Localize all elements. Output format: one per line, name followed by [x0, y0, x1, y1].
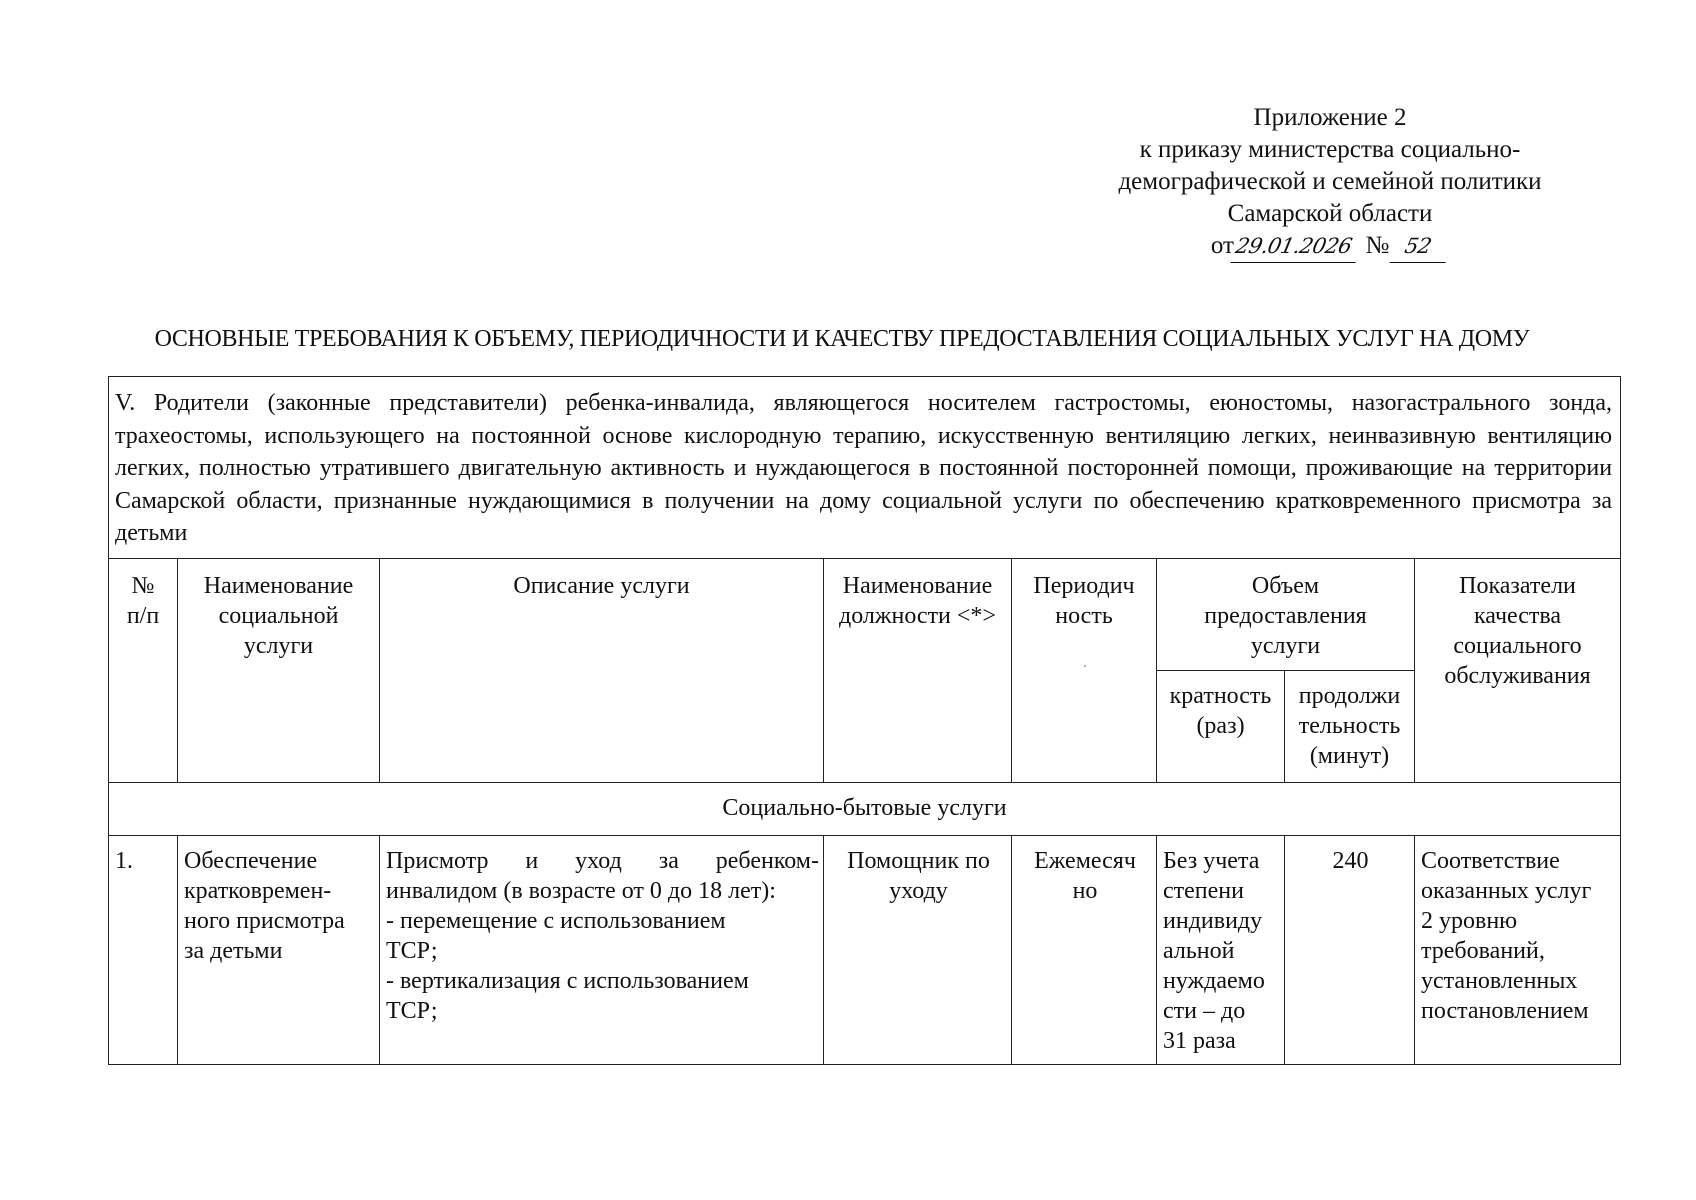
col-volume-line: предоставления: [1204, 602, 1367, 629]
appendix-region-line: Самарской области: [1227, 200, 1433, 227]
requirements-table: [108, 376, 1621, 1065]
row-position: [824, 835, 1012, 1064]
col-duration-line: тельность: [1298, 712, 1401, 739]
col-quality-line: обслуживания: [1444, 662, 1591, 689]
frequency-line: сти – до: [1163, 997, 1246, 1024]
group-row: [109, 377, 1621, 559]
position-line: Помощник по: [847, 847, 990, 874]
col-volume-line: услуги: [1250, 632, 1321, 659]
col-header-volume: [1157, 558, 1415, 670]
quality-line: оказанных услуг: [1421, 877, 1592, 904]
col-quality-line: социального: [1453, 632, 1582, 659]
frequency-line: альной: [1163, 937, 1235, 964]
frequency-line: степени: [1163, 877, 1244, 904]
row-description: [380, 835, 824, 1064]
col-header-position: [824, 558, 1012, 782]
service-name-line: кратковремен-: [184, 877, 332, 904]
description-line: Присмотр и уход за ребенком-: [386, 847, 819, 874]
quality-line: установленных: [1421, 967, 1578, 994]
periodicity-line: но: [1072, 877, 1098, 904]
description-line: - вертикализация с использованием: [386, 967, 749, 994]
col-num-line: №: [131, 572, 155, 599]
col-position-line: Наименование: [842, 572, 993, 599]
frequency-line: нуждаемо: [1163, 967, 1265, 994]
document-title: ОСНОВНЫЕ ТРЕБОВАНИЯ К ОБЪЕМУ, ПЕРИОДИЧНОСТИ И КАЧЕСТВУ ПРЕДОСТАВЛЕНИЯ СОЦИАЛЬНЫХ УСЛУГ НА ДОМУ: [154, 326, 1530, 352]
row-frequency: [1157, 835, 1285, 1064]
col-volume-line: Объем: [1251, 572, 1320, 599]
position-line: уходу: [889, 877, 948, 904]
col-service-line: Наименование: [203, 572, 354, 599]
row-duration: 240: [1285, 835, 1415, 1064]
row-service-name: [178, 835, 380, 1064]
quality-line: постановлением: [1421, 997, 1589, 1024]
col-duration-line: (минут): [1309, 742, 1390, 769]
col-service-line: услуги: [243, 632, 314, 659]
section-title: Социально-бытовые услуги: [109, 782, 1621, 835]
appendix-header: [1080, 102, 1580, 263]
col-header-num: [109, 558, 178, 782]
header-row-1: [109, 558, 1621, 670]
recipient-group-text: V. Родители (законные представители) ребенка-инвалида, являющегося носителем гастростомы, еюностомы, назогастрального зонда, трахеостомы, использующего на постоянной основе кислородную терапию, искусственную вентиляцию легких, неинвазивную вентиляцию легких, полностью утратившего двигательную активность и нуждающегося в постоянной посторонней помощи, проживающие на территории Самарской области, признанные нуждающимися в получении на дому социальной услуги по обеспечению кратковременного присмотра за детьми: [109, 377, 1621, 559]
scan-speck: [1084, 665, 1086, 667]
description-line: ТСР;: [386, 937, 438, 964]
handwritten-number: 52: [1390, 230, 1453, 263]
description-line: ТСР;: [386, 997, 438, 1024]
col-periodicity-line: Периодич: [1033, 572, 1135, 599]
quality-line: Соответствие: [1421, 847, 1560, 874]
service-name-line: за детьми: [184, 937, 283, 964]
col-header-frequency: [1157, 670, 1285, 782]
row-quality: [1415, 835, 1621, 1064]
col-periodicity-line: ность: [1055, 602, 1113, 629]
quality-line: 2 уровню: [1421, 907, 1518, 934]
periodicity-line: Ежемесяч: [1034, 847, 1136, 874]
frequency-line: Без учета: [1163, 847, 1260, 874]
section-row: [109, 782, 1621, 835]
handwritten-date: 29.01.2026: [1230, 230, 1362, 263]
col-frequency-line: (раз): [1196, 712, 1245, 739]
col-header-service-name: [178, 558, 380, 782]
appendix-label: Приложение 2: [1253, 104, 1407, 131]
description-line: - перемещение с использованием: [386, 907, 726, 934]
col-position-line: должности <*>: [839, 602, 996, 629]
order-date-number-line: [1080, 230, 1580, 263]
frequency-line: индивиду: [1163, 907, 1263, 934]
quality-line: требований,: [1421, 937, 1545, 964]
row-periodicity: [1012, 835, 1157, 1064]
col-frequency-line: кратность: [1169, 682, 1272, 709]
appendix-ministry-line: демографической и семейной политики: [1118, 168, 1542, 195]
service-name-line: Обеспечение: [184, 847, 318, 874]
service-name-line: ного присмотра: [184, 907, 345, 934]
col-num-line: п/п: [126, 602, 160, 629]
table-row: [109, 835, 1621, 1064]
col-header-duration: [1285, 670, 1415, 782]
col-header-quality: [1415, 558, 1621, 782]
col-header-periodicity: [1012, 558, 1157, 782]
from-label: от: [1210, 232, 1234, 259]
col-duration-line: продолжи: [1298, 682, 1401, 709]
col-service-line: социальной: [218, 602, 339, 629]
row-num: 1.: [109, 835, 178, 1064]
col-quality-line: Показатели: [1459, 572, 1576, 599]
description-line: инвалидом (в возрасте от 0 до 18 лет):: [386, 877, 776, 904]
frequency-line: 31 раза: [1163, 1027, 1236, 1054]
col-quality-line: качества: [1473, 602, 1562, 629]
number-label: №: [1365, 232, 1390, 259]
appendix-order-line: к приказу министерства социально-: [1139, 136, 1521, 163]
col-header-description: Описание услуги: [380, 558, 824, 782]
